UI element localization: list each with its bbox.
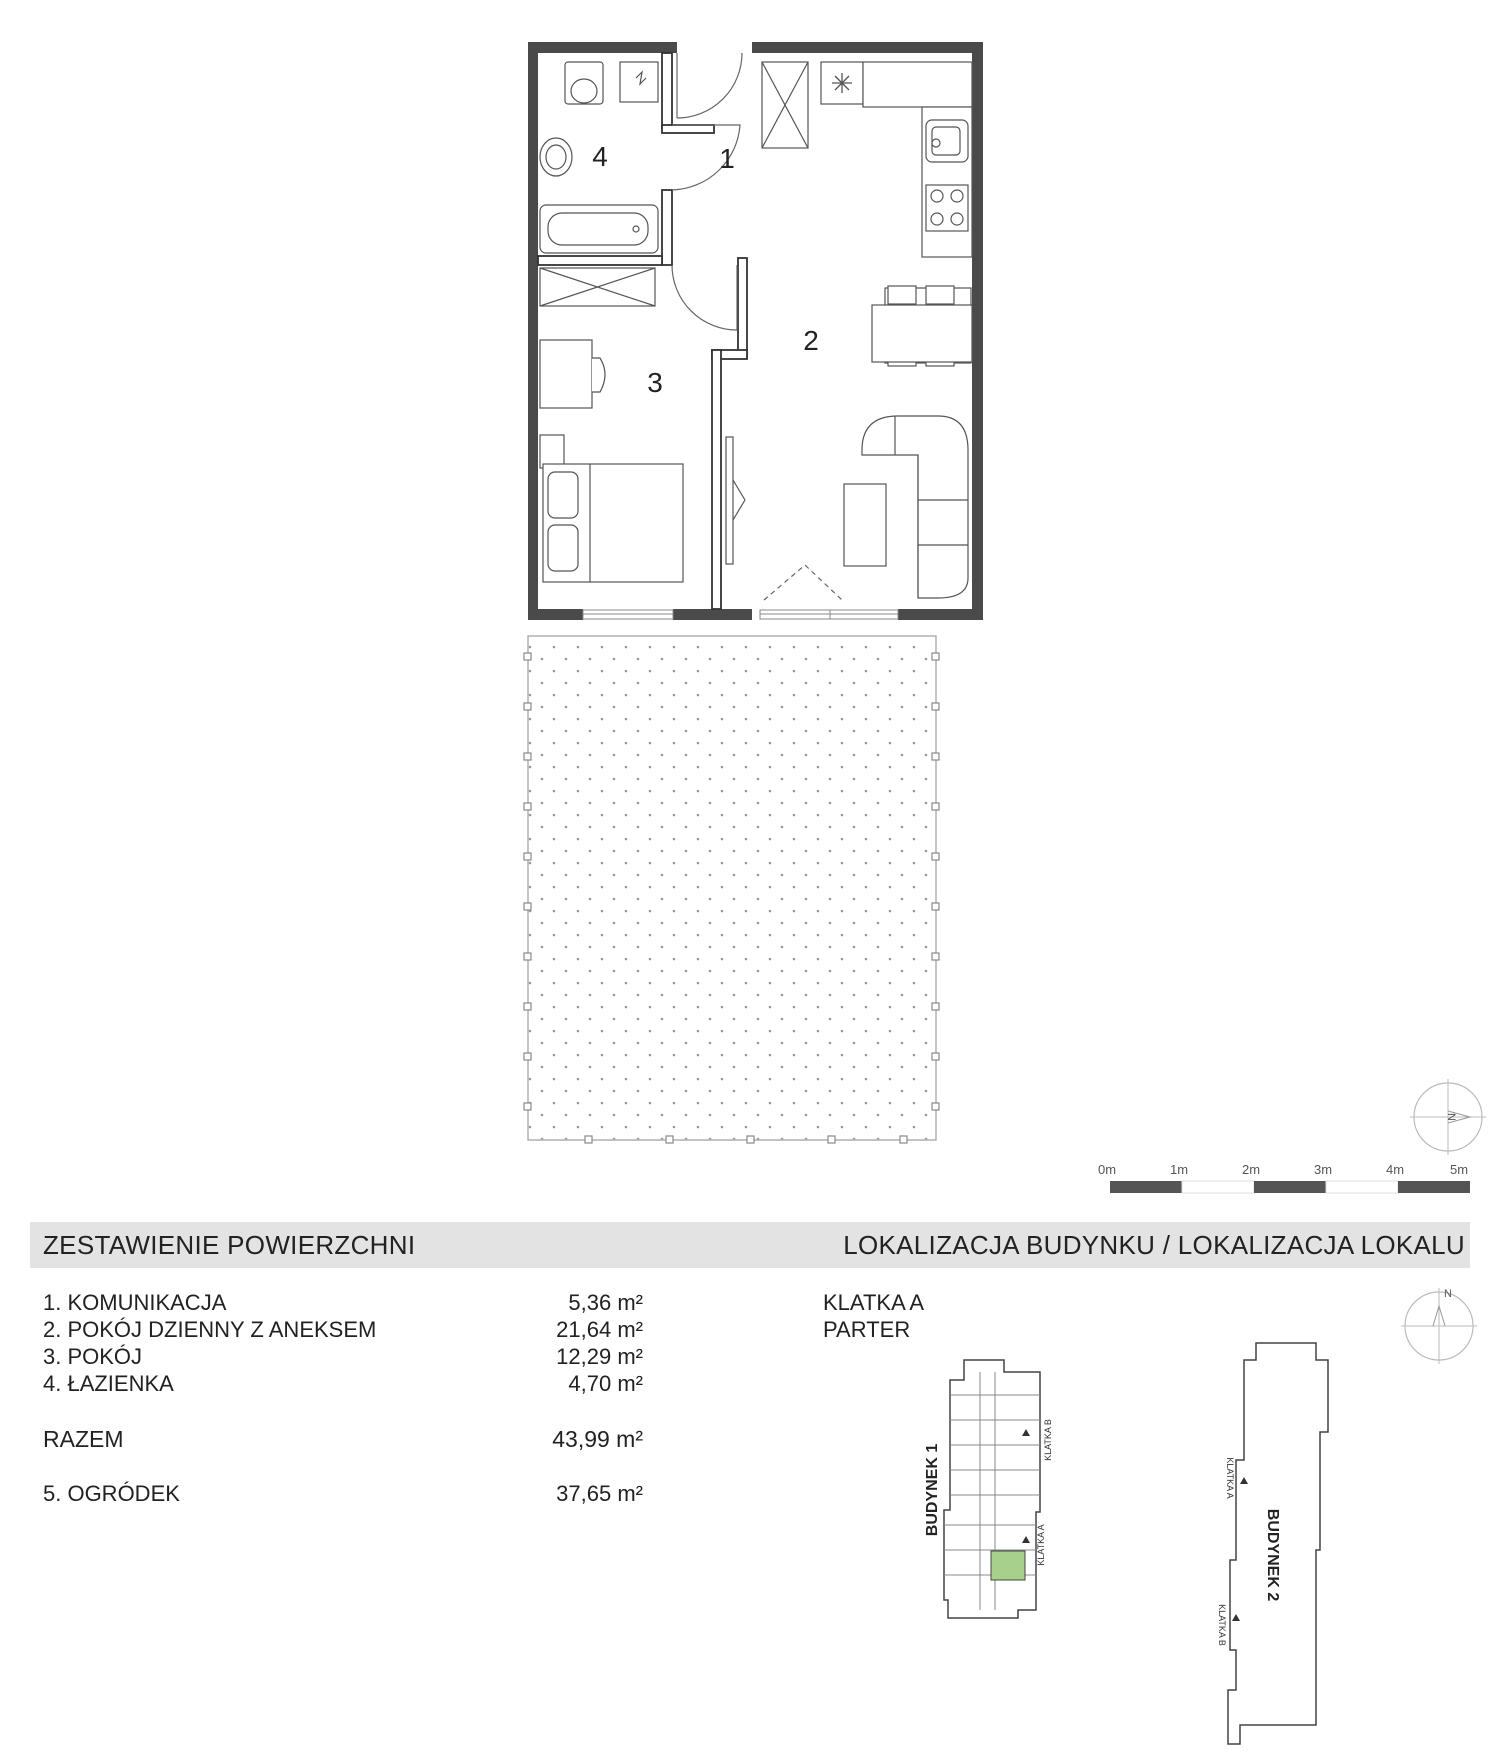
unit-highlight	[991, 1551, 1025, 1580]
garden-label: 5. OGRÓDEK	[43, 1481, 180, 1506]
staircase-label: KLATKA A	[823, 1290, 925, 1315]
b1-klatka-b-label: KLATKA B	[1043, 1419, 1053, 1461]
floor-label: PARTER	[823, 1317, 911, 1342]
snowflake-icon	[832, 73, 852, 93]
area-row	[43, 1344, 643, 1372]
coffee-table	[844, 484, 886, 566]
scale-label-4: 4m	[1386, 1162, 1405, 1177]
b2-klatka-a-label: KLATKA A	[1225, 1457, 1235, 1499]
north-label-location: N	[1444, 1288, 1452, 1300]
kitchen-fixtures	[762, 62, 972, 257]
tv-unit	[726, 437, 745, 564]
room-number-3: 3	[647, 367, 663, 398]
scale-label-5: 5m	[1450, 1162, 1469, 1177]
scale-label-1: 1m	[1170, 1162, 1189, 1177]
area-row-label: 2. POKÓJ DZIENNY Z ANEKSEM	[43, 1317, 377, 1342]
compass-location	[1401, 1288, 1477, 1364]
building-2-label: BUDYNEK 2	[1264, 1508, 1281, 1602]
area-row-value: 5,36 m²	[568, 1290, 643, 1315]
total-label: RAZEM	[43, 1426, 124, 1452]
garden-terrace	[524, 636, 939, 1143]
area-row-label: 1. KOMUNIKACJA	[43, 1290, 227, 1315]
building-1-label: BUDYNEK 1	[924, 1443, 941, 1537]
garden-value: 37,65 m²	[556, 1481, 643, 1506]
area-row-label: 4. ŁAZIENKA	[43, 1371, 174, 1396]
area-total-row	[43, 1426, 643, 1454]
area-row-label: 3. POKÓJ	[43, 1344, 143, 1369]
garden-row	[43, 1481, 643, 1509]
room-number-4: 4	[592, 141, 608, 172]
area-row	[43, 1317, 643, 1345]
dining-set	[872, 286, 972, 366]
bathroom-fixtures	[540, 62, 658, 306]
area-row	[43, 1290, 643, 1318]
location-title: LOKALIZACJA BUDYNKU / LOKALIZACJA LOKALU	[843, 1230, 1465, 1260]
total-value: 43,99 m²	[552, 1426, 643, 1452]
b1-klatka-a-label: KLATKA A	[1036, 1524, 1046, 1566]
area-row-value: 21,64 m²	[556, 1317, 643, 1342]
scale-bar	[1110, 1181, 1470, 1193]
scale-label-3: 3m	[1314, 1162, 1333, 1177]
summary-title: ZESTAWIENIE POWIERZCHNI	[43, 1230, 416, 1260]
scale-label-2: 2m	[1242, 1162, 1261, 1177]
north-label-plan: N	[1445, 1113, 1457, 1121]
room-number-2: 2	[803, 325, 819, 356]
scale-label-0: 0m	[1098, 1162, 1117, 1177]
area-row-value: 12,29 m²	[556, 1344, 643, 1369]
area-row-value: 4,70 m²	[568, 1371, 643, 1396]
room-number-1: 1	[719, 143, 735, 174]
b2-klatka-b-label: KLATKA B	[1217, 1604, 1227, 1646]
area-row	[43, 1371, 643, 1399]
